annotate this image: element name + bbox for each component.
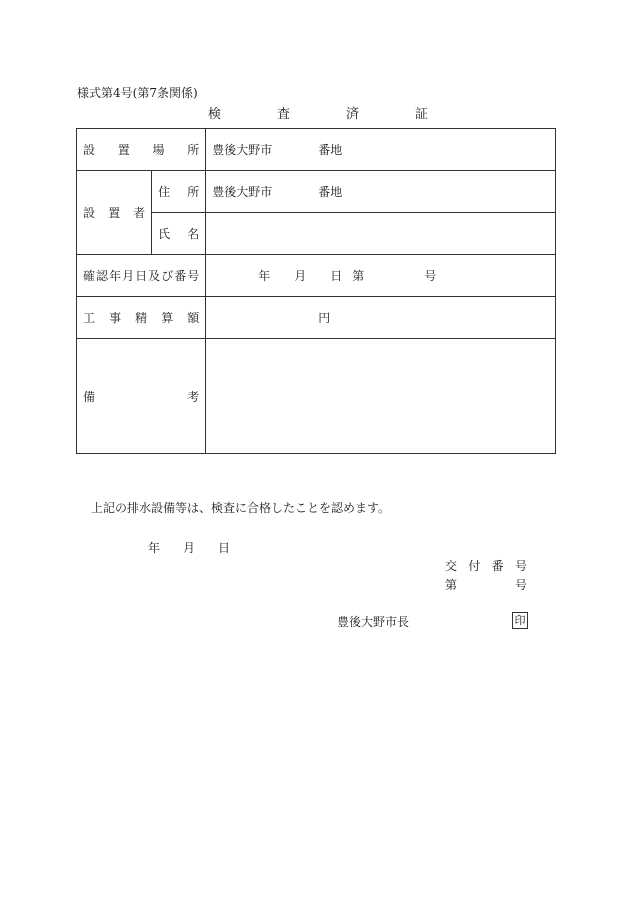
- label-char: 日: [135, 269, 148, 283]
- location-label-cell: [77, 129, 206, 171]
- address-value-cell[interactable]: [206, 171, 556, 213]
- label-char: 置: [117, 143, 130, 157]
- issue-number-prefix: 第: [445, 578, 458, 592]
- address-label-cell: [152, 171, 206, 213]
- cost-label: [77, 309, 205, 326]
- certification-statement: 上記の排水設備等は、検査に合格したことを認めます。: [91, 501, 391, 515]
- title-char: 証: [414, 107, 428, 122]
- seal-mark: 印: [512, 612, 528, 629]
- label-char: 及: [148, 269, 161, 283]
- label-char: 年: [109, 269, 122, 283]
- label-char: 番: [174, 269, 187, 283]
- label-char: 住: [158, 185, 171, 199]
- row-installer-address: [77, 171, 556, 213]
- label-char: 額: [187, 311, 200, 325]
- issue-number-suffix: 号: [514, 578, 527, 592]
- issue-number: [445, 576, 527, 593]
- label-char: 氏: [158, 227, 171, 241]
- confirm-prefix: 第: [352, 269, 365, 283]
- confirm-suffix: 号: [424, 269, 437, 283]
- address-suffix: 番地: [318, 185, 343, 199]
- name-value-cell[interactable]: [206, 213, 556, 255]
- installer-label-cell: [77, 171, 152, 255]
- name-label: [152, 225, 205, 242]
- title-char: 査: [276, 107, 290, 122]
- row-location: [77, 129, 556, 171]
- remarks-label-cell: [77, 339, 206, 454]
- label-char: 所: [187, 185, 200, 199]
- issue-number-label: [445, 557, 527, 574]
- location-value-cell[interactable]: [206, 129, 556, 171]
- row-cost: [77, 297, 556, 339]
- label-char: 者: [133, 206, 146, 220]
- label-char: 名: [187, 227, 200, 241]
- address-city: 豊後大野市: [212, 185, 273, 199]
- label-char: 付: [468, 559, 481, 573]
- cost-label-cell: [77, 297, 206, 339]
- remarks-label: [77, 388, 205, 405]
- label-char: 号: [514, 559, 527, 573]
- label-char: 精: [135, 311, 148, 325]
- label-char: 交: [445, 559, 458, 573]
- label-char: 設: [83, 143, 96, 157]
- label-char: 確: [83, 269, 96, 283]
- document-title: [208, 103, 428, 122]
- installer-label: [77, 204, 151, 221]
- mayor-signature: 豊後大野市長: [337, 615, 410, 629]
- label-char: 号: [187, 269, 200, 283]
- confirm-label: [77, 267, 205, 284]
- issue-month: 月: [182, 541, 195, 555]
- confirm-month: 月: [294, 269, 307, 283]
- confirm-date-line: [206, 267, 555, 284]
- location-label: [77, 141, 205, 158]
- label-char: 所: [187, 143, 200, 157]
- label-char: 考: [187, 389, 200, 404]
- label-char: 置: [108, 206, 121, 220]
- issue-day: 日: [217, 541, 230, 555]
- confirm-day: 日: [330, 269, 343, 283]
- title-char: 検: [208, 107, 222, 122]
- address-label: [152, 183, 205, 200]
- form-id: 様式第4号(第7条関係): [77, 86, 198, 100]
- cost-value-cell[interactable]: [206, 297, 556, 339]
- row-confirmation: [77, 255, 556, 297]
- confirm-value-cell[interactable]: [206, 255, 556, 297]
- issue-year: 年: [148, 541, 161, 555]
- label-char: 事: [109, 311, 122, 325]
- label-char: 場: [152, 143, 165, 157]
- location-city: 豊後大野市: [212, 143, 273, 157]
- label-char: 工: [83, 311, 96, 325]
- title-char: 済: [345, 107, 359, 122]
- label-char: 備: [83, 389, 96, 404]
- confirm-label-cell: [77, 255, 206, 297]
- label-char: 算: [161, 311, 174, 325]
- name-label-cell: [152, 213, 206, 255]
- label-char: び: [161, 269, 174, 283]
- label-char: 設: [83, 206, 96, 220]
- issue-date: [148, 539, 230, 556]
- remarks-value-cell[interactable]: [206, 339, 556, 454]
- label-char: 月: [122, 269, 135, 283]
- row-remarks: [77, 339, 556, 454]
- confirm-year: 年: [258, 269, 271, 283]
- inspection-form-table: [76, 128, 556, 454]
- label-char: 認: [96, 269, 109, 283]
- label-char: 番: [491, 559, 504, 573]
- cost-unit: 円: [318, 311, 331, 325]
- location-suffix: 番地: [318, 143, 343, 157]
